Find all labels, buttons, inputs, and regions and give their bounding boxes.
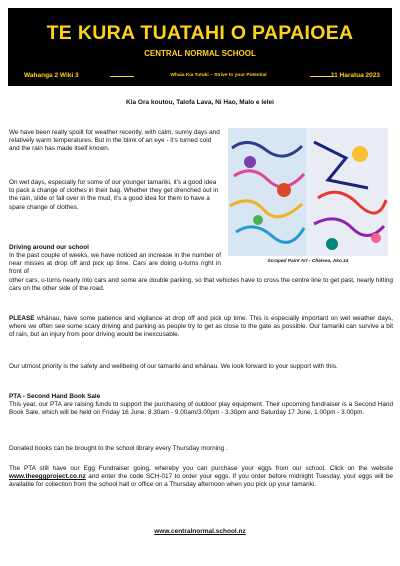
term-week: Wahanga 2 Wiki 3 — [24, 72, 79, 79]
wet-days-paragraph: On wet days, especially for some of our younger tamariki, it's a good idea to pack a change of clothes in their bag. Whether they get drenched out in the rain, slide or fall over in the mud, it's a good idea for them to have a spare change of clothes. — [9, 179, 219, 211]
issue-date: 11 Haratua 2023 — [330, 72, 380, 79]
pta-paragraph: This year, our PTA are raising funds to support the purchasing of outdoor play equipment. Their upcoming fundraiser is a Second Hand Book Sale, which will be held on Friday 16 June, 8.30am - 9.00am/3.00pm - 3.30pm and Saturday 17 June, 1.00pm - 3.00pm. — [9, 401, 393, 417]
driving-paragraph: In the past couple of weeks, we have noticed an increase in the number of near misses at drop off and pick up time. Cars are doing u-turns right in front of — [9, 252, 221, 276]
pta-heading: PTA - Second Hand Book Sale — [9, 393, 101, 400]
school-motto: Whaia Kia Tutuki ~ Strive to your Potential — [170, 73, 267, 78]
weather-paragraph: We have been really spoilt for weather recently, with calm, sunny days and relatively warm temperatures. But in the blink of an eye - it's turned cold and the rain has made itself known. — [9, 129, 220, 153]
student-artwork-image — [228, 128, 388, 256]
please-paragraph — [9, 315, 393, 340]
driving-heading: Driving around our school — [9, 244, 89, 251]
please-emphasis: PLEASE — [9, 315, 35, 322]
egg-text-after: and enter the code SCH-017 to order your eggs. If you order before midnight Tuesday, your eggs will be available for collection from the school hall or office on a Thursday afternoon when you pick up your tamariki. — [9, 473, 393, 489]
priority-paragraph: Our utmost priority is the safety and wellbeing of our tamariki and whānau. We look forward to your support with this. — [9, 363, 338, 370]
school-subtitle: CENTRAL NORMAL SCHOOL — [144, 49, 256, 58]
school-title: TE KURA TUATAHI O PAPAIOEA — [46, 22, 354, 44]
egg-project-link[interactable]: www.theeggproject.co.nz — [9, 473, 86, 481]
masthead — [8, 8, 392, 86]
artwork-caption: Scraped Paint Art - Chelsea, Ako.14 — [267, 259, 349, 264]
egg-fundraiser-paragraph — [9, 465, 393, 490]
artwork-drawing — [228, 128, 388, 256]
donated-books-paragraph: Donated books can be brought to the school library every Thursday morning . — [9, 445, 228, 452]
masthead-info-bar — [18, 72, 380, 84]
driving-paragraph-continued: other cars, u-turns nearly into cars and some are double parking, so that vehicles have to cross the centre line to get past, nearly hitting cars on the other side of the road. — [9, 277, 393, 293]
please-paragraph-text: whānau, have some patience and vigilance at drop off and pick up time. This is especially important on wet weather days, where we often see some scary driving and parking as people try to get as close to the gate as possible. Our tamariki can survive a bit of rain, but an injury from poor driving would be inexcusable. — [9, 315, 393, 339]
footer-website-link[interactable]: www.centralnormal.school.nz — [154, 528, 246, 535]
greeting: Kia Ora koutou, Talofa Lava, Ni Hao, Malo e lelei — [126, 99, 274, 106]
egg-text-before: The PTA still have our Egg Fundraiser going, whereby you can purchase your eggs from our school. Click on the website — [9, 465, 393, 472]
